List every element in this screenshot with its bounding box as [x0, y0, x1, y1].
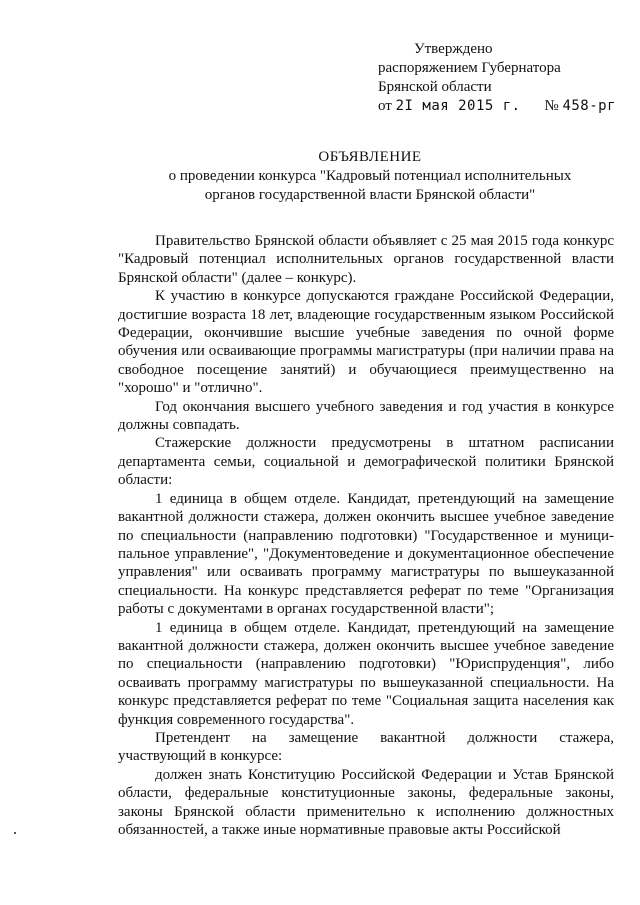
- approval-date-prefix: от: [378, 98, 392, 114]
- paragraph-position-1: 1 единица в общем отделе. Кандидат, претендующий на замещение вакантной должности стажера, должен окончить высшее учебное заведение по специальности (направлению подготовки) "Государственное и муници-пальное управление", "Документоведение и документационное обеспечение управления" или осваивать программу магистратуры по вышеуказанной специальности. На конкурс представляется реферат по теме "Организация работы с документами в органах государственной власти";: [118, 490, 614, 618]
- document-subtitle-line-2: органов государственной власти Брянской области": [204, 187, 536, 203]
- document-body: [118, 232, 614, 839]
- document-subtitle-line-1: о проведении конкурса "Кадровый потенциал исполнительных: [168, 168, 572, 184]
- document-title: [110, 148, 630, 205]
- scan-mark: [14, 832, 16, 834]
- paragraph-eligibility: К участию в конкурсе допускаются граждане Российской Федерации, достигшие возраста 18 лет, владеющие государственным языком Российской Федерации, окончившие высшие учебные заведения по очной форме обучения или осваивающие программы магистратуры (при наличии права на свободное посещение занятий) и обучающиеся преимущественно на "хорошо" и "отлично".: [118, 288, 614, 397]
- approval-date-line: [378, 97, 616, 116]
- paragraph-knowledge: должен знать Конституцию Российской Федерации и Устав Брянской области, федеральные конституционные законы, федеральные законы, законы Брянской области применительно к исполнению должностных обязанностей, а также иные нормативные правовые акты Российской: [118, 766, 614, 838]
- approval-stamp: [378, 40, 616, 116]
- approval-date-value: 2I мая 2015 г.: [395, 98, 521, 114]
- approval-line-order: распоряжением Губернатора: [378, 60, 561, 76]
- approval-line-approved: Утверждено: [414, 41, 493, 57]
- paragraph-announcement: Правительство Брянской области объявляет с 25 мая 2015 года конкурс "Кадровый потенциал исполнительных органов государственной власти Брянской области" (далее – конкурс).: [118, 233, 614, 286]
- paragraph-position-2: 1 единица в общем отделе. Кандидат, претендующий на замещение вакантной должности стажера, должен окончить высшее учебное заведение по специальности (направлению подготовки) "Юриспруденция", либо осваивать программу магистратуры по вышеуказанной специальности. На конкурс представляется реферат по теме "Социальная защита населения как функция современного государства".: [118, 619, 614, 728]
- paragraph-candidate: Претендент на замещение вакантной должности стажера, участвующий в конкурсе:: [118, 729, 614, 765]
- approval-number-label: №: [544, 98, 559, 114]
- paragraph-positions: Стажерские должности предусмотрены в штатном расписании департамента семьи, социальной и демографической политики Брянской области:: [118, 435, 614, 489]
- approval-line-region: Брянской области: [378, 79, 492, 95]
- approval-number-value: 458-рг: [562, 98, 617, 114]
- document-heading: ОБЪЯВЛЕНИЕ: [318, 149, 422, 165]
- paragraph-graduation-year: Год окончания высшего учебного заведения и год участия в конкурсе должны совпадать.: [118, 398, 614, 434]
